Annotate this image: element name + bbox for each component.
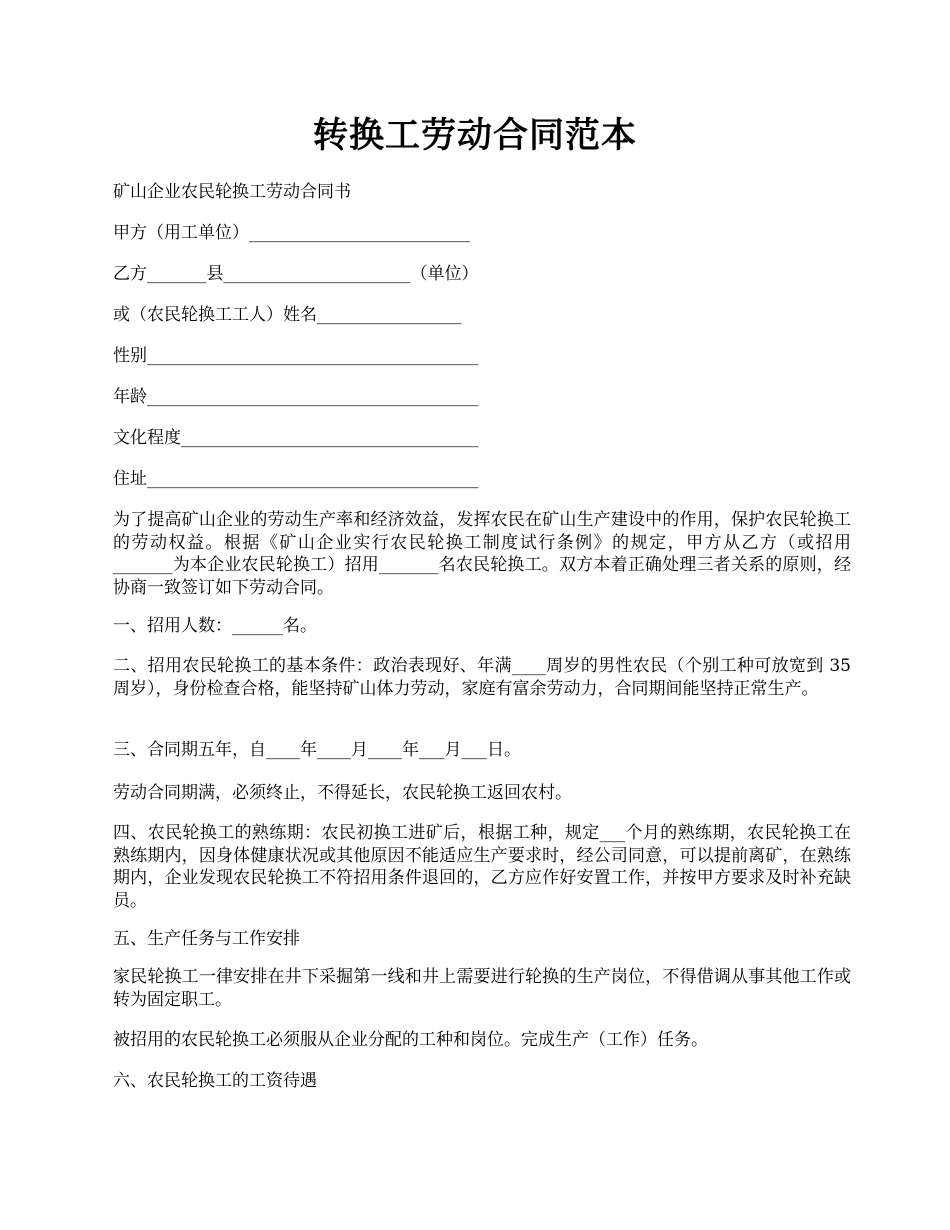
field-age: 年龄_______________________________________ bbox=[113, 387, 479, 407]
field-party-a: 甲方（用工单位）__________________________ bbox=[113, 223, 470, 243]
section-5-paragraph-2: 被招用的农民轮换工必须服从企业分配的工种和岗位。完成生产（工作）任务。 bbox=[113, 1030, 708, 1050]
field-worker-name: 或（农民轮换工工人）姓名_________________ bbox=[113, 305, 462, 325]
document-subtitle: 矿山企业农民轮换工劳动合同书 bbox=[113, 182, 351, 202]
section-4: 四、农民轮换工的熟练期：农民初换工进矿后，根据工种，规定___个月的熟练期，农民轮换工在熟练期内，因身体健康状况或其他原因不能适应生产要求时，经公司同意，可以提前离矿，在熟练期内，企业发现农民轮换工不符招用条件退回的，乙方应作好安置工作，并按甲方要求及时补充缺员。 bbox=[113, 823, 851, 911]
section-2: 二、招用农民轮换工的基本条件：政治表现好、年满____周岁的男性农民（个别工种可放宽到 35 周岁），身份检查合格，能坚持矿山体力劳动，家庭有富余劳动力，合同期间能坚持正常生产。 bbox=[113, 656, 851, 699]
field-gender: 性别_______________________________________ bbox=[113, 346, 479, 366]
section-1: 一、招用人数：______名。 bbox=[113, 616, 317, 636]
section-6-heading: 六、农民轮换工的工资待遇 bbox=[113, 1071, 317, 1091]
field-address: 住址_______________________________________ bbox=[113, 469, 479, 489]
section-3-note: 劳动合同期满，必须终止，不得延长，农民轮换工返回农村。 bbox=[113, 783, 572, 803]
section-5-heading: 五、生产任务与工作安排 bbox=[113, 929, 300, 949]
field-education: 文化程度___________________________________ bbox=[113, 428, 479, 448]
paragraph-preamble: 为了提高矿山企业的劳动生产率和经济效益，发挥农民在矿山生产建设中的作用，保护农民轮换工的劳动权益。根据《矿山企业实行农民轮换工制度试行条例》的规定，甲方从乙方（或招用_______为本企业农民轮换工）招用_______名农民轮换工。双方本着正确处理三者关系的原则，经协商一致签订如下劳动合同。 bbox=[113, 510, 851, 598]
section-3: 三、合同期五年，自____年____月____年___月___日。 bbox=[113, 740, 521, 760]
section-5-paragraph-1: 家民轮换工一律安排在井下采掘第一线和井上需要进行轮换的生产岗位，不得借调从事其他工作或转为固定职工。 bbox=[113, 967, 851, 1010]
field-party-b: 乙方_______县______________________（单位） bbox=[113, 264, 479, 284]
document-title: 转换工劳动合同范本 bbox=[312, 115, 637, 156]
